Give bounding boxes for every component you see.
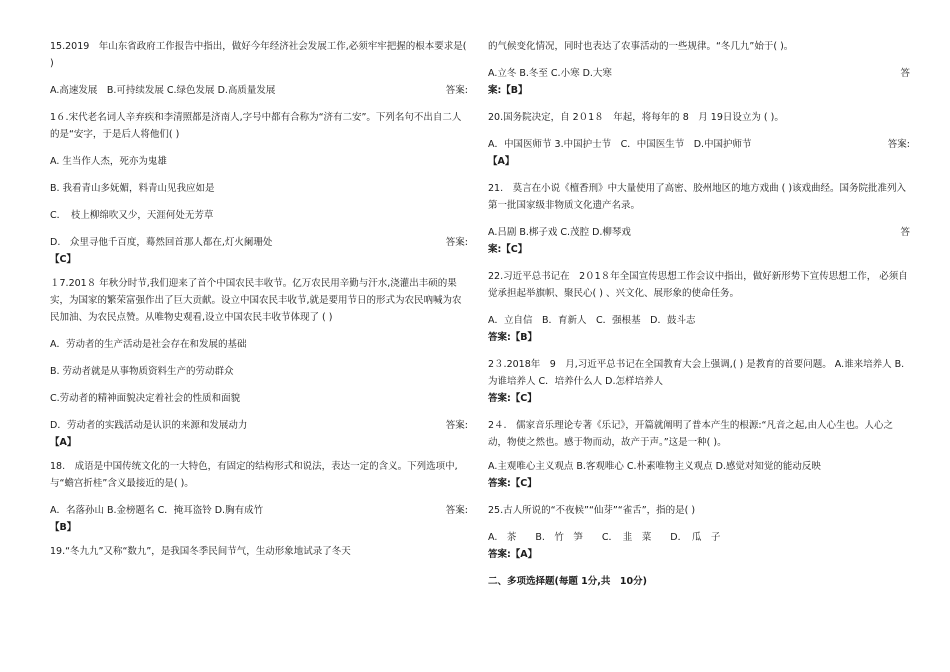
spacer (50, 143, 468, 153)
answer-text: 案:【C】 (488, 244, 528, 255)
question-text: １7.201８ 年秋分时节,我们迎来了首个中国农民丰收节。亿万农民用辛勤与汗水,浇灌出丰硕的果实，为国家的繁荣富强作出了巨大贡献。设立中国农民丰收节,就是要用节日的形式为农民吶喊为农民加油、为农民点赞。从唯物史观看,设立中国农民丰收节体现了 ( ) (50, 278, 462, 323)
options-text: D．劳动者的实践活动是认识的来源和发展动力 (50, 420, 248, 431)
question-text: 22.习近平总书记在 2０1８年全国宣传思想工作会议中指出，做好新形势下宣传思想工作， 必须自觉承担起举旗帜、聚民心( ) 、兴文化、展形象的使命任务。 (488, 271, 908, 299)
options-text: A．中国医师节 3.中国护士节 C．中国医生节 D.中国护师节 (488, 139, 752, 150)
question-text: A．劳动者的生产活动是社会存在和发展的基础 (50, 339, 247, 350)
answer-text: 案:【B】 (488, 85, 528, 96)
question-text: 1６.宋代老名词人辛弃疾和李清照都是济南人,字号中都有合称为“济有二安”。下列名句不出自二人的是“安字，于是后人将他们( ) (50, 112, 462, 140)
option-row (488, 136, 910, 153)
question-text: A.主观唯心主义观点 B.客观唯心 C.朴素唯物主义观点 D.感觉对知觉的能动反映 (488, 461, 821, 472)
answer-label: 答案: (445, 505, 468, 516)
spacer (50, 407, 468, 417)
spacer (50, 224, 468, 234)
option-row (50, 234, 468, 251)
spacer (50, 99, 468, 109)
question-text: 20.国务院决定，自 2０1８ 年起，将每年的 8 月 19日设立为 ( )。 (488, 112, 784, 123)
question-text: A．立自信 B．育新人 C．强根基 D．鼓斗志 (488, 315, 696, 326)
answer-text: 【A】 (50, 437, 77, 448)
spacer (488, 346, 910, 356)
question-text: B. 劳动者就是从事物质资料生产的劳动群众 (50, 366, 234, 377)
spacer (488, 258, 910, 268)
options-text: D. 众里寻他千百度，蓦然回首那人都在,灯火阑珊处 (50, 237, 273, 248)
option-row (488, 224, 910, 241)
option-row (50, 417, 468, 434)
spacer (488, 519, 910, 529)
answer-label: 答案: (445, 420, 468, 431)
option-row (488, 65, 910, 82)
spacer (488, 170, 910, 180)
spacer (488, 302, 910, 312)
answer-text: 【A】 (488, 156, 515, 167)
answer-text: 【B】 (50, 522, 77, 533)
spacer (488, 563, 910, 573)
spacer (488, 99, 910, 109)
spacer (50, 170, 468, 180)
answer-text: 答案:【C】 (488, 393, 537, 404)
spacer (50, 536, 468, 543)
answer-label: 答案: (445, 237, 468, 248)
spacer (488, 407, 910, 417)
answer-text: 答案:【C】 (488, 478, 537, 489)
spacer (50, 268, 468, 275)
question-text: C.劳动者的精神面貌决定着社会的性质和面貌 (50, 393, 241, 404)
answer-text: 答案:【B】 (488, 332, 538, 343)
question-text: 的气候变化情况，同时也表达了农事活动的一些规律。“冬几九”始于( )。 (488, 41, 794, 52)
spacer (50, 451, 468, 458)
answer-label: 答案: (887, 139, 910, 150)
answer-label: 答案: (445, 85, 468, 96)
spacer (50, 492, 468, 502)
question-text: 2３.2018年 9 月,习近平总书记在全国教育大会上强调,( ) 是教育的首要问题。 A.谁来培养人 B.为谁培养人 C．培养什么人 D.怎样培养人 (488, 359, 905, 387)
option-row (50, 82, 468, 99)
section-title: 二、多项选择题(每题 1分,共 10分) (488, 576, 647, 587)
spacer (488, 126, 910, 136)
options-text: A．名落孙山 B.金榜题名 C．掩耳盗铃 D.胸有成竹 (50, 505, 264, 516)
question-text: B. 我看青山多妩媚，料青山见我应如是 (50, 183, 215, 194)
spacer (488, 214, 910, 224)
spacer (50, 72, 468, 82)
spacer (488, 492, 910, 502)
question-text: C． 枝上柳绵吹又少，天涯何处无芳草 (50, 210, 214, 221)
question-text: 2４. 儒家音乐理论专著《乐记》，开篇就阐明了普本产生的根源:“凡音之起,由人心生也。人心之动，物使之然也。感于物而动，故产于声。”这是一种( )。 (488, 420, 893, 448)
option-row (50, 502, 468, 519)
question-text: 25.古人所说的“不夜候”“仙芽”“雀舌”，指的是( ) (488, 505, 696, 516)
answer-text: 【C】 (50, 254, 76, 265)
answer-label: 答 (900, 68, 910, 79)
spacer (488, 451, 910, 458)
options-text: A.高速发展 B.可持续发展 C.绿色发展 D.高质量发展 (50, 85, 276, 96)
left-column (50, 38, 468, 560)
options-text: A.立冬 B.冬至 C.小寒 D.大寒 (488, 68, 612, 79)
answer-label: 答 (900, 227, 910, 238)
spacer (50, 326, 468, 336)
spacer (50, 197, 468, 207)
question-text: 21. 莫言在小说《檀香刑》中大量使用了高密、胶州地区的地方戏曲 ( )该戏曲经。国务院批准列入第一批国家级非物质文化遗产名录。 (488, 183, 907, 211)
right-column (488, 38, 910, 590)
spacer (50, 353, 468, 363)
question-text: 19.“冬九九”又称“数九”，是我国冬季民间节气，生动形象地试录了冬天 (50, 546, 351, 557)
question-text: 15.2019 年山东省政府工作报告中指出，做好今年经济社会发展工作,必须牢牢把握的根本要求是( ) (50, 41, 467, 69)
question-text: A. 生当作人杰，死亦为鬼雄 (50, 156, 167, 167)
options-text: A.吕剧 B.梆子戏 C.茂腔 D.柳琴戏 (488, 227, 631, 238)
spacer (50, 380, 468, 390)
answer-text: 答案:【A】 (488, 549, 538, 560)
question-text: 18. 成语是中国传统文化的一大特色，有固定的结构形式和说法，表达一定的含义。下列选项中,与“蟾宫折桂”含义最接近的是( )。 (50, 461, 458, 489)
spacer (488, 55, 910, 65)
question-text: A. 茶 B. 竹 笋 C． 韭 菜 D． 瓜 子 (488, 532, 721, 543)
